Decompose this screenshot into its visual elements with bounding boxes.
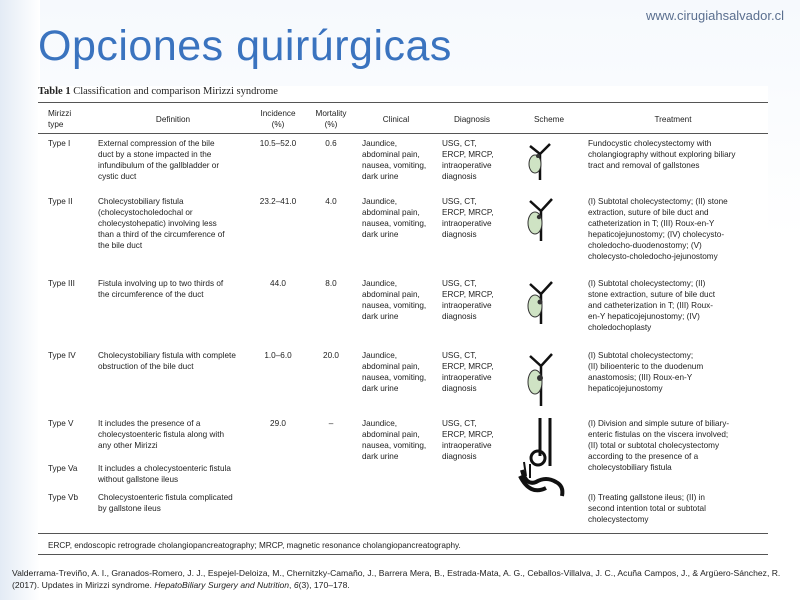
row-4-clinical-line: nausea, vomiting,	[362, 373, 427, 382]
row-2-clinical-line: Jaundice,	[362, 197, 398, 206]
header-mortality: Mortality (%)	[315, 109, 347, 129]
row-1-type: Type I	[48, 139, 71, 148]
row-1-definition	[98, 138, 253, 182]
row-4-incidence: 1.0–6.0	[264, 351, 292, 360]
reference-citation: Valderrama-Treviño, A. I., Granados-Romero, J. J., Espejel-Deloiza, M., Chernitzky-Camaño, J., Barrera Mera, B., Estrada-Mata, A. G., Ceballos-Villalva, J. C., Acuña Campos, J., & Argüero-Sánchez, R. (2017). Updates in Mirizzi syndrome. HepatoBiliary Surgery and Nutrition, 6(3), 170–178.	[12, 568, 781, 590]
row-3-diagnosis-line: intraoperative	[442, 301, 492, 310]
row-1-clinical-line: Jaundice,	[362, 139, 398, 148]
table-caption	[38, 86, 278, 97]
row-5-definition-line: any other Mirizzi	[98, 441, 158, 450]
row-1-treatment	[588, 138, 768, 171]
row-5-clinical-line: Jaundice,	[362, 419, 398, 428]
row-5-definition	[98, 418, 253, 451]
table-caption-text: Classification and comparison Mirizzi syndrome	[73, 86, 278, 97]
row-7-treatment	[588, 492, 768, 525]
row-4-mortality: 20.0	[323, 351, 339, 360]
row-4-definition	[98, 350, 253, 372]
row-3-mortality: 8.0	[325, 279, 337, 288]
row-2-mortality: 4.0	[325, 197, 337, 206]
row-2-treatment	[588, 196, 768, 262]
row-4-treatment-line: anastomosis; (III) Roux-en-Y	[588, 373, 693, 382]
row-2-treatment-line: catheterization in T; (III) Roux-en-Y	[588, 219, 715, 228]
row-3-diagnosis-line: diagnosis	[442, 312, 477, 321]
row-1-treatment-line: tract and removal of gallstones	[588, 161, 700, 170]
row-7-treatment-line: cholecystectomy	[588, 515, 649, 524]
row-5-diagnosis	[442, 418, 514, 462]
row-5-treatment-line: enteric fistulas on the viscera involved;	[588, 430, 729, 439]
row-3-clinical-line: Jaundice,	[362, 279, 398, 288]
row-7-definition-line: by gallstone ileus	[98, 504, 161, 513]
row-2-diagnosis	[442, 196, 514, 240]
row-3-treatment-line: stone extraction, suture of bile duct	[588, 290, 715, 299]
row-4-clinical-line: Jaundice,	[362, 351, 398, 360]
row-2-diagnosis-line: diagnosis	[442, 230, 477, 239]
row-7-treatment-line: (I) Treating gallstone ileus; (II) in	[588, 493, 705, 502]
table-image	[38, 86, 768, 556]
row-5-clinical-line: dark urine	[362, 452, 399, 461]
row-5-definition-line: cholecystoenteric fistula along with	[98, 430, 225, 439]
scheme-type-1-diagram	[516, 136, 564, 182]
row-3-diagnosis-line: ERCP, MRCP,	[442, 290, 494, 299]
row-5-type: Type V	[48, 419, 74, 428]
row-2-treatment-line: (I) Subtotal cholecystectomy; (II) stone	[588, 197, 728, 206]
row-3-treatment-line: en-Y hepaticojejunostomy; (IV)	[588, 312, 700, 321]
row-7-definition	[98, 492, 253, 514]
reference-authors: Valderrama-Treviño, A. I., Granados-Romero, J. J., Espejel-Deloiza, M., Chernitzky-Camaño, J., Barrera Mera, B., Estrada-Mata, A. G., Ceballos-Villalva, J. C., Acuña Campos, J., & Argüero-Sánchez, R. (2017). Updates in Mirizzi syndrome.	[12, 568, 781, 590]
row-2-clinical	[362, 196, 436, 240]
row-1-clinical-line: abdominal pain,	[362, 150, 420, 159]
reference-volume: 6	[293, 580, 299, 590]
scheme-type-4-diagram	[516, 348, 564, 408]
row-4-diagnosis-line: ERCP, MRCP,	[442, 362, 494, 371]
row-4-clinical-line: dark urine	[362, 384, 399, 393]
header-type: Mirizzi type	[48, 109, 72, 129]
row-2-definition-line: cholecystohepatic) involving less	[98, 219, 217, 228]
row-2-clinical-line: dark urine	[362, 230, 399, 239]
row-5-clinical	[362, 418, 436, 462]
row-6-definition-line: without gallstone ileus	[98, 475, 179, 484]
site-url: www.cirugiahsalvador.cl	[645, 8, 784, 23]
row-2-definition-line: (cholecystocholedochal or	[98, 208, 193, 217]
row-4-diagnosis-line: intraoperative	[442, 373, 492, 382]
table-caption-label: Table 1	[38, 86, 71, 97]
row-1-definition-line: duct by a stone impacted in the	[98, 150, 212, 159]
row-5-diagnosis-line: ERCP, MRCP,	[442, 430, 494, 439]
row-2-definition-line: Cholecystobiliary fistula	[98, 197, 184, 206]
reference-issue: (3)	[298, 580, 310, 590]
row-5-treatment-line: (I) Division and simple suture of biliary-	[588, 419, 730, 428]
row-5-treatment-line: according to the presence of a	[588, 452, 699, 461]
row-2-treatment-line: extraction, suture of bile duct and	[588, 208, 709, 217]
row-1-definition-line: External compression of the bile	[98, 139, 215, 148]
row-7-definition-line: Cholecystoenteric fistula complicated	[98, 493, 233, 502]
row-4-clinical	[362, 350, 436, 394]
row-1-definition-line: infundibulum of the gallbladder or	[98, 161, 220, 170]
table-footnote: ERCP, endoscopic retrograde cholangiopancreatography; MRCP, magnetic resonance cholangiopancreatography.	[48, 541, 461, 550]
row-4-diagnosis	[442, 350, 514, 394]
row-7-type: Type Vb	[48, 493, 79, 502]
row-6-type: Type Va	[48, 464, 78, 473]
row-5-diagnosis-line: diagnosis	[442, 452, 477, 461]
row-2-diagnosis-line: USG, CT,	[442, 197, 477, 206]
header-incidence: Incidence (%)	[260, 109, 296, 129]
row-3-diagnosis-line: USG, CT,	[442, 279, 477, 288]
row-3-clinical-line: nausea, vomiting,	[362, 301, 427, 310]
row-1-clinical-line: dark urine	[362, 172, 399, 181]
row-5-definition-line: It includes the presence of a	[98, 419, 201, 428]
row-2-definition-line: than a third of the circumference of	[98, 230, 225, 239]
row-7-treatment-line: second intention total or subtotal	[588, 504, 706, 513]
row-2-treatment-line: hepaticojejunostomy; (IV) cholecysto-	[588, 230, 725, 239]
table-header-rule	[38, 133, 768, 134]
row-5-clinical-line: nausea, vomiting,	[362, 441, 427, 450]
row-2-type: Type II	[48, 197, 73, 206]
row-4-treatment-line: (I) Subtotal cholecystectomy;	[588, 351, 694, 360]
row-4-treatment-line: (II) bilioenteric to the duodenum	[588, 362, 704, 371]
row-5-clinical-line: abdominal pain,	[362, 430, 420, 439]
table-footnote-rule	[38, 554, 768, 555]
row-3-treatment-line: (I) Subtotal cholecystectomy; (II)	[588, 279, 706, 288]
row-5-diagnosis-line: USG, CT,	[442, 419, 477, 428]
row-1-clinical-line: nausea, vomiting,	[362, 161, 427, 170]
reference-pages: , 170–178.	[309, 580, 350, 590]
row-5-treatment	[588, 418, 768, 473]
row-3-definition-line: Fistula involving up to two thirds of	[98, 279, 224, 288]
row-5-diagnosis-line: intraoperative	[442, 441, 492, 450]
row-2-clinical-line: nausea, vomiting,	[362, 219, 427, 228]
row-3-diagnosis	[442, 278, 514, 322]
row-2-diagnosis-line: ERCP, MRCP,	[442, 208, 494, 217]
row-2-treatment-line: choledocho-duodenostomy; (V)	[588, 241, 702, 250]
row-1-diagnosis-line: USG, CT,	[442, 139, 477, 148]
row-1-diagnosis-line: diagnosis	[442, 172, 477, 181]
row-1-diagnosis	[442, 138, 514, 182]
row-4-treatment-line: hepaticojejunostomy	[588, 384, 663, 393]
row-4-treatment	[588, 350, 768, 394]
row-1-definition-line: cystic duct	[98, 172, 137, 181]
row-1-mortality: 0.6	[325, 139, 337, 148]
row-2-definition-line: the bile duct	[98, 241, 143, 250]
row-3-type: Type III	[48, 279, 75, 288]
row-4-type: Type IV	[48, 351, 76, 360]
row-3-treatment-line: and catheterization in T; (III) Roux-	[588, 301, 713, 310]
row-1-incidence: 10.5–52.0	[259, 139, 297, 148]
slide-background-accent	[0, 0, 40, 600]
row-4-clinical-line: abdominal pain,	[362, 362, 420, 371]
row-2-clinical-line: abdominal pain,	[362, 208, 420, 217]
row-5-treatment-line: cholecystobiliary fistula	[588, 463, 672, 472]
header-treatment: Treatment	[654, 115, 692, 124]
row-3-treatment	[588, 278, 768, 333]
row-6-definition	[98, 463, 253, 485]
row-1-diagnosis-line: intraoperative	[442, 161, 492, 170]
row-6-definition-line: It includes a cholecystoenteric fistula	[98, 464, 231, 473]
header-definition: Definition	[155, 115, 191, 124]
scheme-type-3-diagram	[516, 276, 564, 326]
row-3-incidence: 44.0	[270, 279, 286, 288]
header-diagnosis: Diagnosis	[454, 115, 490, 124]
row-2-treatment-line: cholecysto-choledocho-jejunostomy	[588, 252, 718, 261]
row-5-mortality: –	[328, 419, 334, 428]
reference-journal: HepatoBiliary Surgery and Nutrition	[154, 580, 290, 590]
row-4-definition-line: obstruction of the bile duct	[98, 362, 194, 371]
row-4-definition-line: Cholecystobiliary fistula with complete	[98, 351, 236, 360]
table-bottom-rule	[38, 533, 768, 534]
header-scheme: Scheme	[533, 115, 565, 124]
header-clinical: Clinical	[382, 115, 410, 124]
row-3-clinical	[362, 278, 436, 322]
row-5-treatment-line: (II) total or subtotal cholecystectomy	[588, 441, 720, 450]
row-1-treatment-line: Fundocystic cholecystectomy with	[588, 139, 712, 148]
row-4-diagnosis-line: USG, CT,	[442, 351, 477, 360]
row-3-clinical-line: abdominal pain,	[362, 290, 420, 299]
row-3-definition	[98, 278, 253, 300]
row-3-clinical-line: dark urine	[362, 312, 399, 321]
scheme-type-5-diagram	[516, 416, 568, 502]
table-top-rule	[38, 102, 768, 103]
slide-title: Opciones quirúrgicas	[38, 22, 452, 70]
row-1-diagnosis-line: ERCP, MRCP,	[442, 150, 494, 159]
row-2-incidence: 23.2–41.0	[259, 197, 297, 206]
row-5-incidence: 29.0	[270, 419, 286, 428]
row-2-diagnosis-line: intraoperative	[442, 219, 492, 228]
row-2-definition	[98, 196, 253, 251]
row-4-diagnosis-line: diagnosis	[442, 384, 477, 393]
scheme-type-2-diagram	[516, 193, 564, 243]
row-3-treatment-line: choledochoplasty	[588, 323, 652, 332]
row-1-clinical	[362, 138, 436, 182]
row-1-treatment-line: cholangiography without exploring biliary	[588, 150, 736, 159]
row-3-definition-line: the circumference of the duct	[98, 290, 204, 299]
